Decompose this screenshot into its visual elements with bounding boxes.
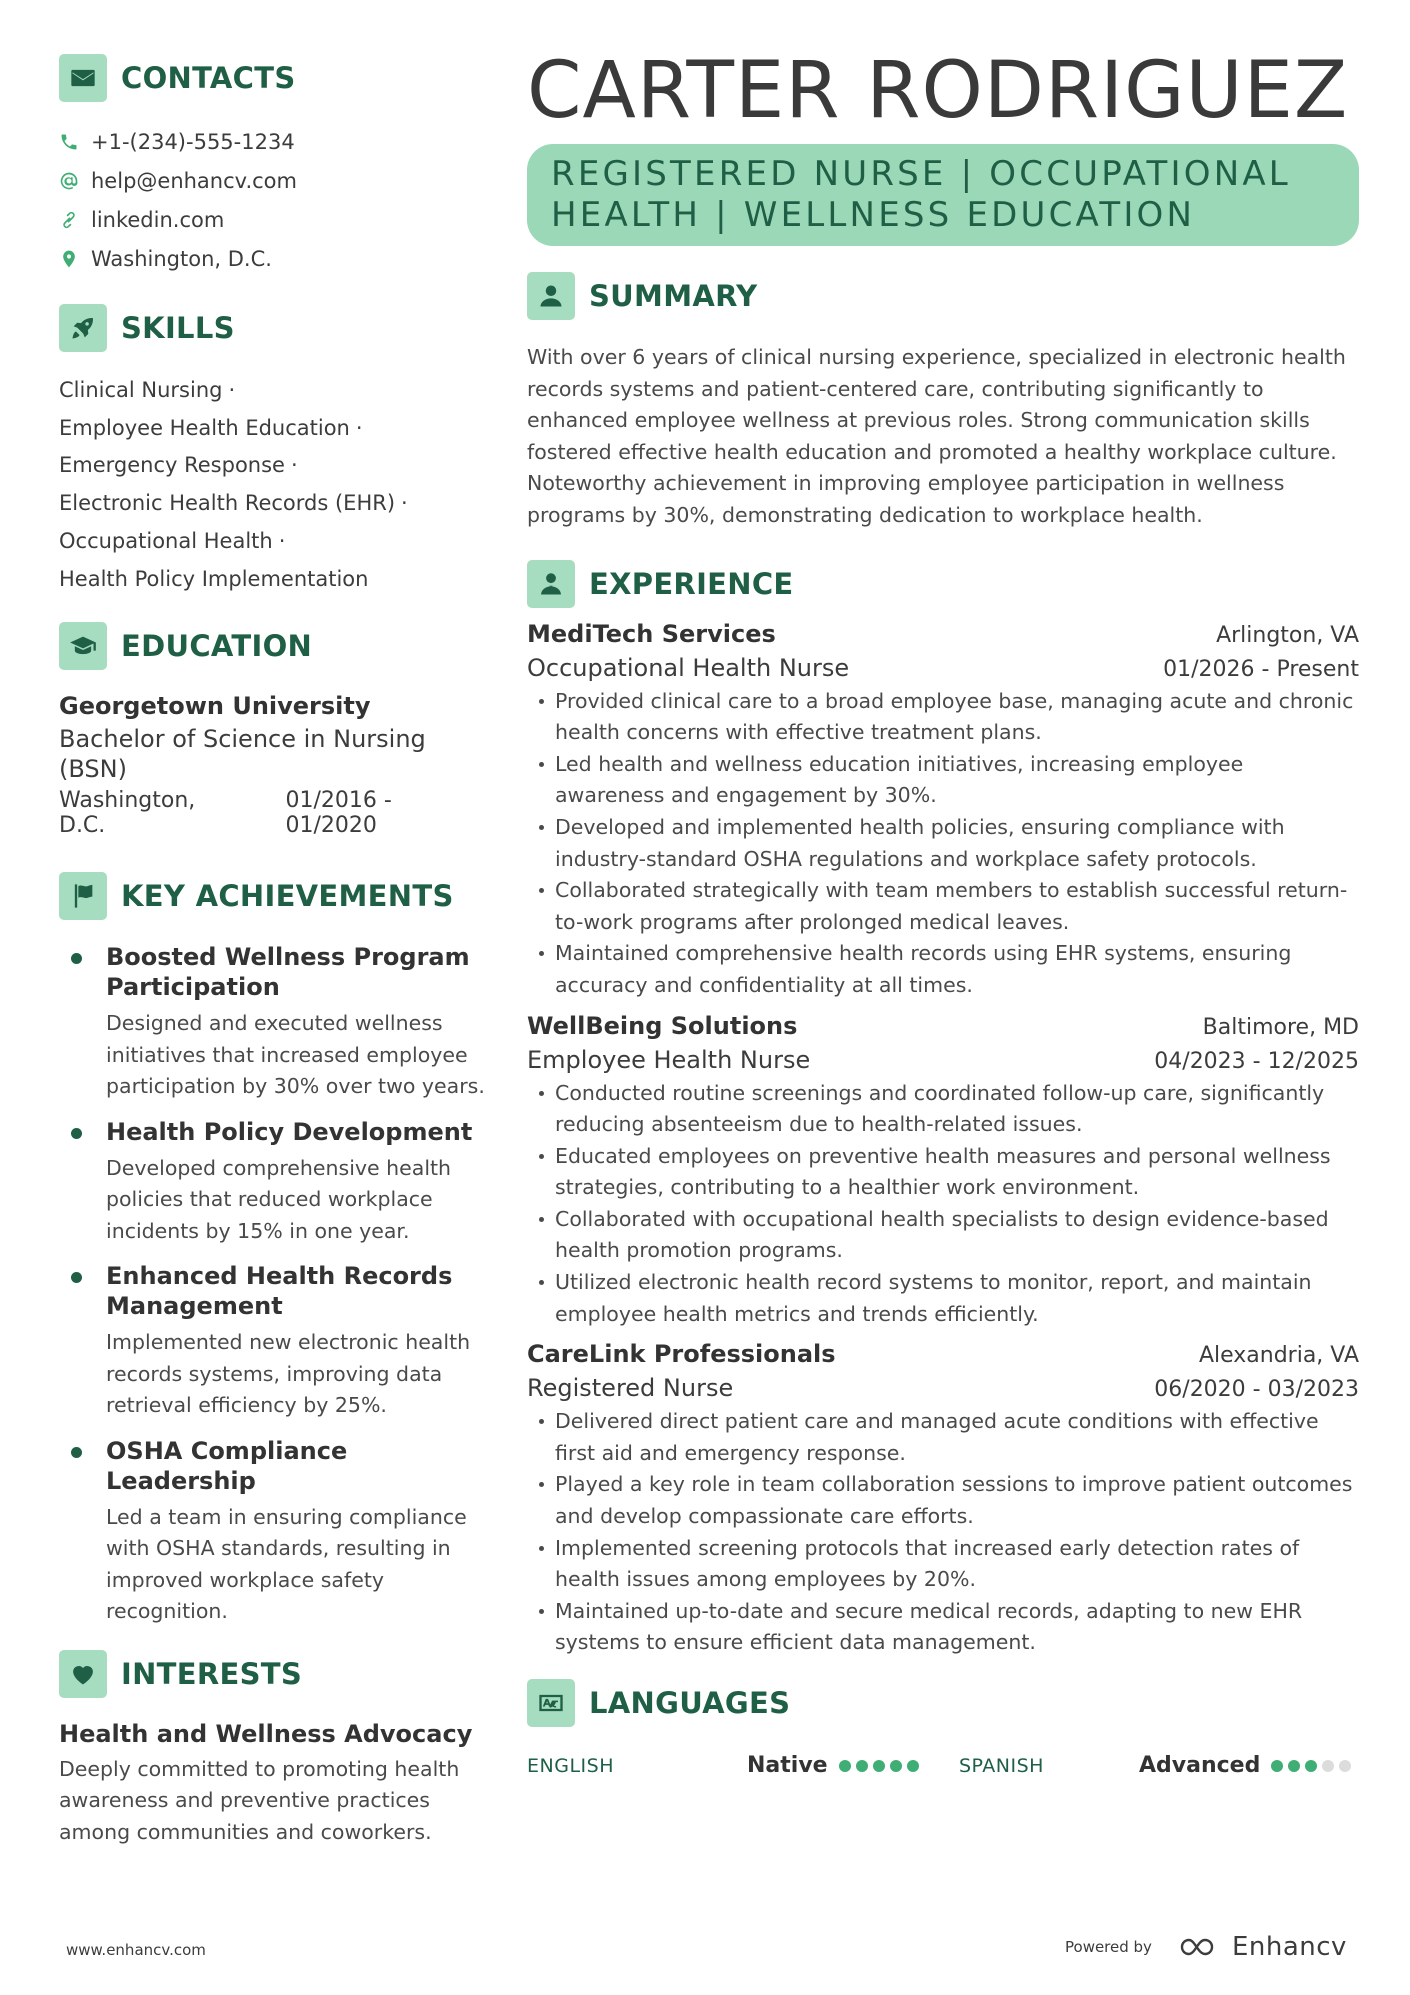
- contact-email[interactable]: [59, 161, 489, 200]
- interest-title: Health and Wellness Advocacy: [59, 1719, 473, 1748]
- job-location: Alexandria, VA: [1198, 1343, 1359, 1369]
- left-column: [59, 54, 489, 1848]
- rating-dot: [1322, 1760, 1334, 1772]
- achievement-desc: Designed and executed wellness initiatives that increased employee participation by 30% over two years.: [106, 1011, 485, 1099]
- summary-text: With over 6 years of clinical nursing experience, specialized in electronic health records systems and patient-centered care, contributing significantly to enhanced employee wellness at previous roles. Strong communication skills fostered effective health education and promoted a healthy workplace culture. Noteworthy achievement in improving employee participation in wellness programs by 30%, demonstrating dedication to workplace health.: [527, 345, 1346, 527]
- bullet-icon: [59, 1261, 106, 1422]
- job-company: CareLink Professionals: [527, 1340, 836, 1369]
- skill-separator: ·: [290, 453, 298, 478]
- job-role: Employee Health Nurse: [527, 1045, 811, 1074]
- powered-by-label: Powered by: [1065, 1938, 1152, 1956]
- job-bullet: Developed and implemented health policies, ensuring compliance with industry-standard OSHA regulations and workplace safety protocols.: [527, 812, 1359, 875]
- skill-label: Employee Health Education: [59, 415, 350, 440]
- contacts-section: [59, 54, 489, 278]
- language-name: SPANISH: [959, 1754, 1044, 1777]
- experience-heading: EXPERIENCE: [589, 566, 794, 601]
- achievement-title: Boosted Wellness Program Participation: [106, 943, 470, 1002]
- skill-item: [59, 410, 489, 448]
- contact-location: [59, 239, 489, 278]
- skill-item: [59, 447, 489, 485]
- skills-header: [59, 304, 489, 352]
- achievement-title: Enhanced Health Records Management: [106, 1262, 453, 1321]
- edu-school: Georgetown University: [59, 692, 371, 721]
- language-item: [527, 1753, 959, 1778]
- achievement-item: [59, 1117, 489, 1248]
- link-icon: [59, 210, 79, 230]
- achievement-item: [59, 942, 489, 1103]
- rating-dot: [839, 1760, 851, 1772]
- skill-separator: ·: [278, 528, 286, 553]
- language-level: Native: [747, 1753, 828, 1778]
- enhancv-logo-icon: [1178, 1935, 1224, 1959]
- achievement-desc: Developed comprehensive health policies that reduced workplace incidents by 15% in one year.: [106, 1155, 452, 1243]
- job-bullet: Maintained comprehensive health records using EHR systems, ensuring accuracy and confidentiality at all times.: [527, 938, 1359, 1001]
- contact-linkedin[interactable]: [59, 200, 489, 239]
- language-level: Advanced: [1139, 1753, 1261, 1778]
- job-bullet: Utilized electronic health record systems to monitor, report, and maintain employee health metrics and trends efficiently.: [527, 1267, 1359, 1330]
- summary-heading: SUMMARY: [589, 279, 758, 313]
- job-entry: [527, 1340, 1359, 1659]
- skill-separator: ·: [401, 491, 408, 516]
- interests-heading: INTERESTS: [121, 1656, 303, 1691]
- job-entry: [527, 620, 1359, 1002]
- skill-label: Occupational Health: [59, 528, 273, 553]
- contact-phone-text: +1-(234)-555-1234: [91, 129, 295, 154]
- languages-section: [527, 1679, 1359, 1778]
- interests-header: [59, 1650, 489, 1698]
- achievement-item: [59, 1261, 489, 1422]
- skill-label: Emergency Response: [59, 453, 285, 478]
- achievement-body: [106, 942, 489, 1103]
- rating-dot: [1339, 1760, 1351, 1772]
- envelope-icon: [59, 54, 107, 102]
- job-bullet: Provided clinical care to a broad employee base, managing acute and chronic health concerns with effective treatment plans.: [527, 686, 1359, 749]
- edu-meta: [59, 788, 489, 838]
- bullet-icon: [59, 1117, 106, 1248]
- job-company: MediTech Services: [527, 619, 776, 648]
- achievement-title: OSHA Compliance Leadership: [106, 1436, 348, 1495]
- skill-label: Health Policy Implementation: [59, 566, 369, 591]
- languages-heading: LANGUAGES: [589, 1686, 791, 1720]
- experience-list: [527, 620, 1359, 1659]
- skill-separator: ·: [228, 378, 236, 402]
- rating-dot: [1271, 1760, 1283, 1772]
- job-bullet: Collaborated strategically with team members to establish successful return-to-work programs after prolonged medical leaves.: [527, 875, 1359, 938]
- job-role: Occupational Health Nurse: [527, 653, 850, 682]
- achievements-list: [59, 942, 489, 1628]
- contacts-heading: CONTACTS: [121, 61, 296, 95]
- rating-dot: [873, 1760, 885, 1772]
- briefcase-user-icon: [527, 560, 575, 608]
- language-rating: [1271, 1760, 1356, 1772]
- job-bullets: [527, 1406, 1359, 1659]
- translate-icon: [527, 1679, 575, 1727]
- heart-icon: [59, 1650, 107, 1698]
- skill-item: [59, 372, 489, 410]
- candidate-name: CARTER RODRIGUEZ: [527, 46, 1349, 136]
- skill-label: Electronic Health Records (EHR): [59, 491, 396, 516]
- rating-dot: [907, 1760, 919, 1772]
- achievement-desc: Led a team in ensuring compliance with OSHA standards, resulting in improved workplace safety recognition.: [106, 1504, 467, 1624]
- languages-header: [527, 1679, 1359, 1727]
- job-dates: 06/2020 - 03/2023: [1154, 1377, 1359, 1403]
- rating-dot: [1288, 1760, 1300, 1772]
- job-dates: 01/2026 - Present: [1163, 656, 1359, 682]
- bullet-icon: [59, 1436, 106, 1628]
- at-icon: [59, 171, 79, 191]
- languages-list: [527, 1753, 1359, 1778]
- achievement-desc: Implemented new electronic health records systems, improving data retrieval efficiency by 25%.: [106, 1330, 471, 1418]
- rating-dot: [856, 1760, 868, 1772]
- job-bullet: Collaborated with occupational health specialists to design evidence-based health promotion programs.: [527, 1204, 1359, 1267]
- summary-header: [527, 272, 1359, 320]
- contact-linkedin-text: linkedin.com: [91, 207, 225, 232]
- job-location: Arlington, VA: [1216, 622, 1359, 648]
- contacts-header: [59, 54, 489, 102]
- contact-list: [59, 122, 489, 278]
- rocket-icon: [59, 304, 107, 352]
- phone-icon: [59, 132, 79, 152]
- contact-location-text: Washington, D.C.: [91, 246, 272, 271]
- education-heading: EDUCATION: [121, 629, 313, 664]
- job-bullet: Conducted routine screenings and coordinated follow-up care, significantly reducing absenteeism due to health-related issues.: [527, 1078, 1359, 1141]
- language-name: ENGLISH: [527, 1754, 614, 1777]
- user-icon: [527, 272, 575, 320]
- brand-logo[interactable]: [1178, 1932, 1347, 1962]
- skill-separator: ·: [355, 415, 363, 440]
- education-section: [59, 622, 489, 838]
- achievement-body: [106, 1117, 489, 1248]
- job-company: WellBeing Solutions: [527, 1011, 798, 1040]
- experience-header: [527, 560, 1359, 608]
- skills-section: [59, 304, 489, 598]
- footer-website[interactable]: www.enhancv.com: [66, 1941, 206, 1959]
- interests-section: [59, 1650, 489, 1849]
- skill-item: [59, 561, 489, 599]
- edu-dates: 01/2016 - 01/2020: [285, 788, 392, 839]
- job-bullet: Delivered direct patient care and managed acute conditions with effective first aid and emergency response.: [527, 1406, 1359, 1469]
- job-bullet: Led health and wellness education initiatives, increasing employee awareness and engagement by 30%.: [527, 749, 1359, 812]
- job-role: Registered Nurse: [527, 1374, 734, 1403]
- achievement-title: Health Policy Development: [106, 1117, 473, 1146]
- footer-branding: [1065, 1932, 1347, 1962]
- title-banner: [527, 144, 1359, 246]
- rating-dot: [1305, 1760, 1317, 1772]
- language-item: [959, 1753, 1359, 1778]
- bullet-icon: [59, 942, 106, 1103]
- candidate-title: REGISTERED NURSE | OCCUPATIONAL HEALTH | WELLNESS EDUCATION: [551, 154, 1291, 235]
- achievements-header: [59, 872, 489, 920]
- job-bullets: [527, 1078, 1359, 1331]
- contact-email-text: help@enhancv.com: [91, 168, 297, 193]
- interest-desc: Deeply committed to promoting health awareness and preventive practices among communities and coworkers.: [59, 1756, 460, 1844]
- experience-section: [527, 560, 1359, 1659]
- achievement-item: [59, 1436, 489, 1628]
- skill-item: [59, 485, 489, 523]
- job-entry: [527, 1012, 1359, 1331]
- achievement-body: [106, 1436, 489, 1628]
- skill-item: [59, 523, 489, 561]
- language-rating: [839, 1760, 924, 1772]
- job-bullet: Maintained up-to-date and secure medical records, adapting to new EHR systems to ensure efficient data management.: [527, 1596, 1359, 1659]
- graduation-cap-icon: [59, 622, 107, 670]
- right-column: [527, 46, 1359, 1778]
- education-header: [59, 622, 489, 670]
- skills-list: [59, 372, 489, 598]
- skills-heading: SKILLS: [121, 311, 235, 345]
- brand-name: Enhancv: [1231, 1932, 1347, 1962]
- contact-phone[interactable]: [59, 122, 489, 161]
- achievements-heading: KEY ACHIEVEMENTS: [121, 879, 454, 914]
- edu-location: Washington, D.C.: [59, 788, 196, 839]
- achievement-body: [106, 1261, 489, 1422]
- job-bullet: Played a key role in team collaboration sessions to improve patient outcomes and develop compassionate care efforts.: [527, 1469, 1359, 1532]
- edu-degree: Bachelor of Science in Nursing (BSN): [59, 725, 426, 784]
- rating-dot: [890, 1760, 902, 1772]
- job-bullets: [527, 686, 1359, 1002]
- achievements-section: [59, 872, 489, 1628]
- job-location: Baltimore, MD: [1202, 1014, 1359, 1040]
- job-dates: 04/2023 - 12/2025: [1154, 1048, 1359, 1074]
- summary-section: [527, 272, 1359, 532]
- job-bullet: Implemented screening protocols that increased early detection rates of health issues among employees by 20%.: [527, 1533, 1359, 1596]
- skill-label: Clinical Nursing: [59, 378, 223, 402]
- job-bullet: Educated employees on preventive health measures and personal wellness strategies, contributing to a healthier work environment.: [527, 1141, 1359, 1204]
- location-icon: [59, 249, 79, 269]
- flag-icon: [59, 872, 107, 920]
